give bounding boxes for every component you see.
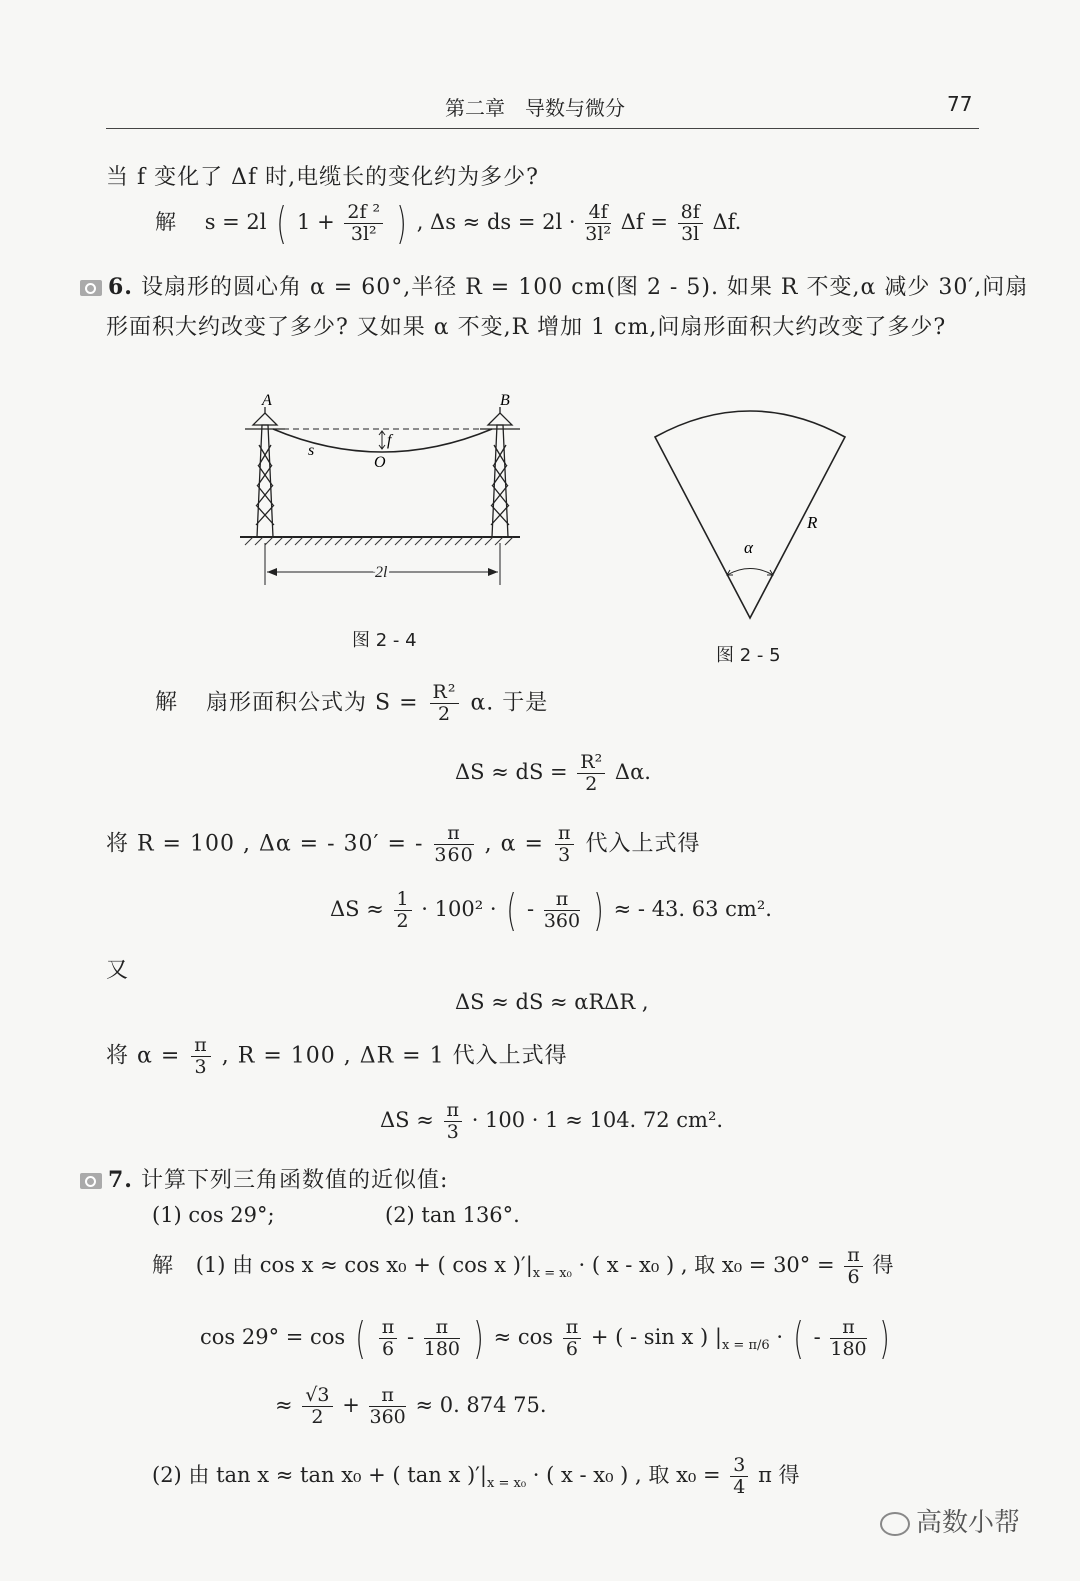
fraction: $\frac{\pi}{6}$ (379, 1317, 398, 1360)
eq-part: (2) 由 tan x ≈ tan x₀ + ( tan x )′| (152, 1462, 487, 1487)
equation-2 (330, 885, 772, 936)
eq-part: - (527, 897, 535, 921)
label-alpha: α (744, 538, 753, 557)
eq-subscript: x = x₀ (487, 1476, 527, 1492)
fraction: $\frac{4f}{\text{3l²}}$ (585, 201, 612, 245)
solution-6-intro (155, 682, 548, 725)
fraction: $\frac{\pi}{3}$ (191, 1035, 211, 1078)
paren-left: ( (276, 198, 287, 249)
eq-part: - (813, 1325, 821, 1349)
eq-part: · (776, 1325, 784, 1349)
figure-2-5-caption: 图 2 - 5 (716, 645, 781, 666)
label-2l: 2l (375, 564, 388, 581)
eq-part: ≈ 0. 874 75. (415, 1392, 547, 1417)
solution-label: 解 (152, 1252, 173, 1277)
search-icon (80, 280, 102, 296)
problem-5-tail: 当 f 变化了 Δf 时,电缆长的变化约为多少? (106, 165, 539, 190)
eq-part: - (406, 1325, 415, 1349)
problem-6-line2: 形面积大约改变了多少? 又如果 α 不变,R 增加 1 cm,问扇形面积大约改变了多少? (106, 315, 947, 340)
eq-part: + ( - sin x ) | (590, 1325, 722, 1349)
watermark-text: 高数小帮 (916, 1508, 1021, 1538)
solution-5 (155, 198, 741, 249)
chat-bubble-icon (880, 1512, 910, 1536)
solution-7-line2 (200, 1313, 894, 1364)
label-r: R (807, 513, 818, 532)
eq-part: (1) 由 cos x ≈ cos x₀ + ( cos x )′| (195, 1252, 533, 1277)
eq-part: π 得 (758, 1462, 800, 1487)
fraction: $\frac{3}{4}$ (730, 1455, 748, 1498)
solution-7-line1 (152, 1245, 893, 1288)
tower-right (480, 407, 520, 537)
eq-part: 扇形面积公式为 S = (206, 690, 419, 716)
problem-7-sub2: (2) tan 136°. (385, 1203, 520, 1227)
problem-6-line1 (80, 270, 1028, 301)
equation-3: ΔS ≈ dS ≈ αRΔR , (455, 990, 649, 1014)
eq-part: · 100² · (421, 897, 497, 921)
fraction: $\frac{\pi}{360}$ (369, 1384, 406, 1428)
paren-left: ( (355, 1313, 366, 1364)
paren-left: ( (506, 885, 517, 936)
eq-part: ≈ (275, 1392, 293, 1417)
eq-part: · ( x - x₀ ) , 取 x₀ = 30° = (578, 1252, 835, 1277)
eq-part: 代入上式得 (585, 831, 701, 857)
header-rule (106, 128, 979, 129)
fraction: $\frac{1}{2}$ (394, 889, 412, 932)
paren-right: ) (473, 1313, 484, 1364)
figure-2-5 (645, 400, 855, 625)
label-s: s (308, 442, 315, 459)
eq-part: · ( x - x₀ ) , 取 x₀ = (532, 1462, 721, 1487)
label-f: f (387, 432, 392, 449)
fraction: $\frac{\text{R²}}{2}$ (577, 752, 605, 795)
eq-part: , Δs ≈ ds = 2l · (416, 210, 576, 234)
eq-part: ΔS ≈ dS = (455, 759, 568, 784)
solution-label: 解 (155, 690, 179, 716)
problem-text: 计算下列三角函数值的近似值: (140, 1168, 449, 1193)
fraction: $\frac{\text{2f ²}}{\text{3l²}}$ (344, 202, 383, 245)
solution-label: 解 (155, 210, 176, 234)
fraction: $\frac{\pi}{6}$ (563, 1317, 582, 1360)
solution-7-line4 (152, 1455, 800, 1498)
equation-4 (380, 1100, 723, 1143)
eq-part: , R = 100 , ΔR = 1 代入上式得 (221, 1043, 568, 1069)
eq-part: · 100 · 1 ≈ 104. 72 cm². (471, 1107, 724, 1132)
fraction: $\frac{\pi}{360}$ (543, 888, 581, 932)
eq-part: Δα. (614, 759, 651, 784)
page-number: 77 (947, 92, 973, 116)
eq-part: Δf. (712, 210, 742, 234)
solution-7-line3 (275, 1385, 547, 1428)
eq-part: ΔS ≈ (380, 1107, 434, 1132)
chapter-title: 第二章 导数与微分 (445, 96, 625, 120)
fraction: $\frac{\text{R²}}{2}$ (430, 682, 460, 725)
eq-part: 将 R = 100 , Δα = - 30′ = - (106, 831, 424, 857)
eq-part: s = 2l (204, 210, 267, 234)
eq-subscript: x = π/6 (721, 1338, 770, 1354)
eq-part: cos 29° = cos (200, 1325, 346, 1349)
fraction: $\frac{\pi}{3}$ (444, 1100, 463, 1143)
eq-part: α. 于是 (470, 690, 549, 716)
label-a: A (262, 392, 272, 409)
eq-part: 将 α = (106, 1043, 181, 1069)
eq-part: 得 (872, 1252, 894, 1277)
paren-right: ) (396, 198, 407, 249)
paren-left: ( (793, 1313, 804, 1364)
fraction: $\frac{\pi}{3}$ (555, 823, 575, 866)
eq-part: , α = (484, 831, 544, 857)
substitution-1 (106, 823, 700, 866)
problem-7-sub1: (1) cos 29°; (152, 1203, 275, 1227)
eq-part: ≈ cos (493, 1325, 554, 1349)
eq-part: ≈ - 43. 63 cm². (613, 897, 772, 921)
equation-1 (455, 752, 651, 795)
problem-7 (80, 1163, 448, 1194)
figure-2-4-caption: 图 2 - 4 (352, 630, 417, 651)
fraction: $\frac{\pi}{180}$ (423, 1316, 461, 1360)
eq-part: ΔS ≈ (330, 897, 384, 921)
problem-number: 6. (108, 274, 133, 300)
fraction: $\frac{\pi}{180}$ (830, 1316, 867, 1360)
search-icon (80, 1173, 102, 1189)
eq-part: + (342, 1392, 360, 1417)
paren-right: ) (593, 885, 604, 936)
eq-part: Δf = (620, 210, 668, 234)
fraction: $\frac{\pi}{6}$ (844, 1245, 863, 1288)
fraction: $\frac{\pi}{360}$ (434, 822, 474, 866)
eq-part: 1 + (297, 210, 335, 234)
label-o: O (374, 454, 386, 471)
figure-2-4 (235, 385, 525, 585)
label-b: B (500, 392, 510, 409)
fraction: $\frac{8f}{3l}$ (678, 202, 703, 245)
fraction: $\frac{√3}{2}$ (302, 1385, 332, 1428)
substitution-2 (106, 1035, 568, 1078)
tower-left (245, 407, 285, 537)
problem-number: 7. (108, 1167, 133, 1193)
paren-right: ) (879, 1313, 891, 1364)
watermark (880, 1502, 1020, 1539)
also-label: 又 (106, 958, 130, 983)
eq-subscript: x = x₀ (532, 1266, 572, 1282)
problem-text: 设扇形的圆心角 α = 60°,半径 R = 100 cm(图 2 - 5). 如果 R 不变,α 减少 30′,问扇 (140, 275, 1029, 300)
